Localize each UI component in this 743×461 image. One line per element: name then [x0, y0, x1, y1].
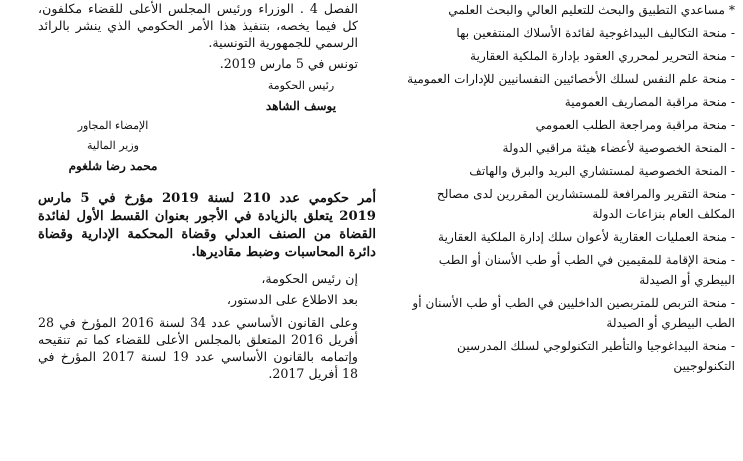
list-item: - منحة التحرير لمحرري العقود بإدارة الملكية العقارية: [470, 49, 735, 63]
opening-line: إن رئيس الحكومة،: [261, 271, 358, 286]
place-date: تونس في 5 مارس 2019.: [219, 56, 358, 71]
list-item: - منحة الإقامة للمقيمين في الطب أو طب الأسنان أو الطب البيطري أو الصيدلة: [438, 253, 735, 287]
left-column: [38, 0, 376, 382]
list-item: - منحة التقرير والمرافعة للمستشارين المقررين لدى مصالح المكلف العام بنزاعات الدولة: [436, 187, 735, 221]
list-item: * مساعدي التطبيق والبحث للتعليم العالي والبحث العلمي: [448, 3, 735, 17]
finance-name: محمد رضا شلغوم: [68, 159, 158, 173]
decree-title: أمر حكومي عدد 210 لسنة 2019 مؤرخ في 5 مارس 2019 يتعلق بالزيادة في الأجور بعنوان القسط الأول لفائدة القضاة من الصنف العدلي وقضاة المحكمة الإدارية وقضاة دائرة المحاسبات وضبط مقاديرها.: [38, 191, 376, 260]
chapter-4-text: الفصل 4 . الوزراء ورئيس المجلس الأعلى للقضاء مكلفون، كل فيما يخصه، بتنفيذ هذا الأمر الحكومي الذي ينشر بالرائد الرسمي للجمهورية التونسية.: [38, 1, 358, 50]
list-item: - منحة مراقبة المصاريف العمومية: [564, 95, 735, 109]
list-item: - منحة العمليات العقارية لأعوان سلك إدارة الملكية العقارية: [438, 230, 735, 244]
list-item: - منحة علم النفس لسلك الأخصائيين النفسانيين للإدارات العمومية: [407, 72, 735, 86]
list-item: - منحة مراقبة ومراجعة الطلب العمومي: [535, 118, 735, 132]
list-item: - المنحة الخصوصية لمستشاري البريد والبرق والهاتف: [469, 164, 735, 178]
list-item: - منحة التكاليف البيداغوجية لفائدة الأسلاك المنتفعين بها: [456, 26, 735, 40]
list-item: - منحة التربص للمتربصين الداخليين في الطب أو طب الأسنان أو الطب البيطري أو الصيدلة: [412, 296, 735, 330]
list-item: - منحة البيداغوجيا والتأطير التكنولوجي لسلك المدرسين التكنولوجيين: [457, 339, 735, 373]
right-column: [397, 0, 735, 379]
finance-title: وزير المالية: [87, 139, 139, 152]
countersign-label: الإمضاء المجاور: [77, 119, 149, 132]
list-item: - المنحة الخصوصية لأعضاء هيئة مراقبي الدولة: [502, 141, 735, 155]
constitution-line: بعد الاطلاع على الدستور،: [226, 292, 358, 307]
pm-title: رئيس الحكومة: [267, 79, 335, 92]
countersign-block: [38, 116, 188, 176]
pm-block: [226, 76, 376, 116]
law-reference: وعلى القانون الأساسي عدد 34 لسنة 2016 المؤرخ في 28 أفريل 2016 المتعلق بالمجلس الأعلى للقضاء كما تم تنقيحه وإتمامه بالقانون الأساسي عدد 19 لسنة 2017 المؤرخ في 18 أفريل 2017.: [38, 315, 358, 381]
pm-name: يوسف الشاهد: [265, 99, 337, 113]
